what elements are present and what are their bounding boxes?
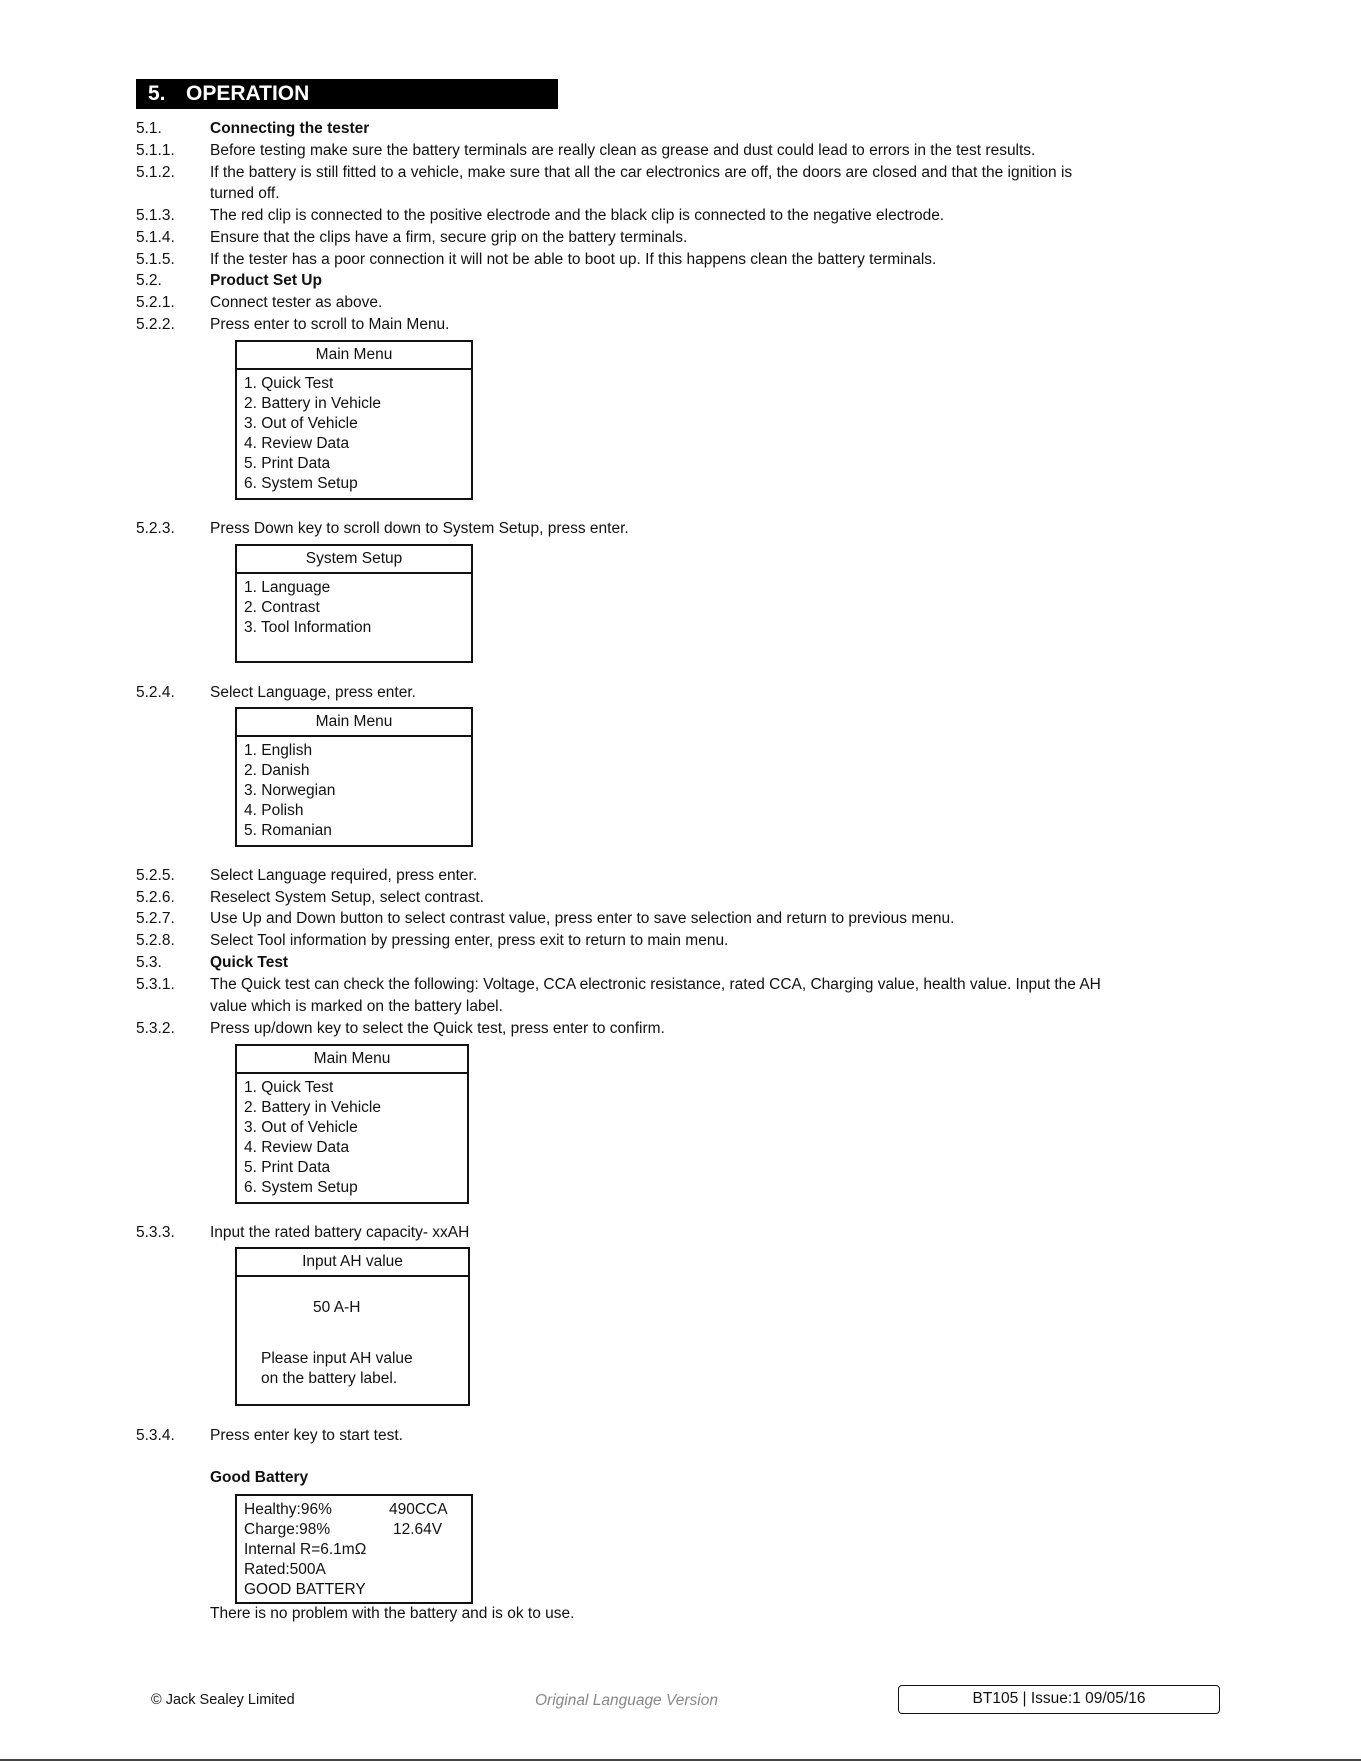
menu-item: 5. Romanian: [244, 822, 332, 839]
section-heading: [136, 79, 558, 109]
menu-item: 2. Battery in Vehicle: [244, 1099, 381, 1116]
section-title: OPERATION: [186, 82, 310, 105]
lcd-title: Main Menu: [237, 1046, 467, 1074]
menu-item: 3. Out of Vehicle: [244, 415, 358, 432]
lcd-main-menu: [235, 1044, 469, 1204]
menu-item: 1. Quick Test: [244, 1079, 334, 1096]
menu-item: 2. Contrast: [244, 599, 320, 616]
lcd-title: Input AH value: [237, 1249, 468, 1277]
cca-value: 490CCA: [389, 1501, 448, 1518]
document-info: BT105 | Issue:1 09/05/16: [898, 1685, 1220, 1714]
result-note: There is no problem with the battery and is ok to use.: [210, 1605, 575, 1622]
lcd-main-menu: [235, 340, 473, 500]
lcd-result: [235, 1494, 473, 1604]
menu-item: 6. System Setup: [244, 1179, 358, 1196]
healthy-value: Healthy:96%: [244, 1501, 332, 1518]
copyright: © Jack Sealey Limited: [151, 1692, 295, 1708]
menu-item: 6. System Setup: [244, 475, 358, 492]
menu-item: 3. Tool Information: [244, 619, 372, 636]
instruction-continuation: turned off.: [210, 185, 280, 202]
menu-item: 1. English: [244, 742, 313, 759]
charge-value: Charge:98%: [244, 1521, 331, 1538]
section-number: 5.: [148, 82, 166, 105]
good-battery-heading: Good Battery: [210, 1469, 309, 1486]
battery-status: GOOD BATTERY: [244, 1581, 366, 1598]
lcd-title: System Setup: [237, 546, 471, 574]
internal-resistance: Internal R=6.1mΩ: [244, 1541, 367, 1558]
menu-item: 1. Quick Test: [244, 375, 334, 392]
language-version: Original Language Version: [535, 1692, 718, 1709]
menu-item: 4. Review Data: [244, 435, 350, 452]
lcd-system-setup: [235, 544, 473, 663]
menu-item: 5. Print Data: [244, 455, 331, 472]
menu-item: 5. Print Data: [244, 1159, 331, 1176]
menu-item: 3. Out of Vehicle: [244, 1119, 358, 1136]
menu-item: 1. Language: [244, 579, 331, 596]
ah-message: Please input AH value on the battery label.: [261, 1350, 413, 1387]
rated-value: Rated:500A: [244, 1561, 326, 1578]
menu-item: 2. Danish: [244, 762, 310, 779]
voltage-value: 12.64V: [393, 1521, 443, 1538]
lcd-language-menu: [235, 707, 473, 847]
lcd-title: Main Menu: [237, 342, 471, 370]
menu-item: 4. Polish: [244, 802, 304, 819]
menu-item: 2. Battery in Vehicle: [244, 395, 381, 412]
lcd-ah-input: [235, 1247, 470, 1406]
ah-value: 50 A-H: [313, 1299, 361, 1316]
instruction-continuation: value which is marked on the battery label.: [210, 998, 503, 1015]
menu-item: 4. Review Data: [244, 1139, 350, 1156]
lcd-title: Main Menu: [237, 709, 471, 737]
menu-item: 3. Norwegian: [244, 782, 336, 799]
